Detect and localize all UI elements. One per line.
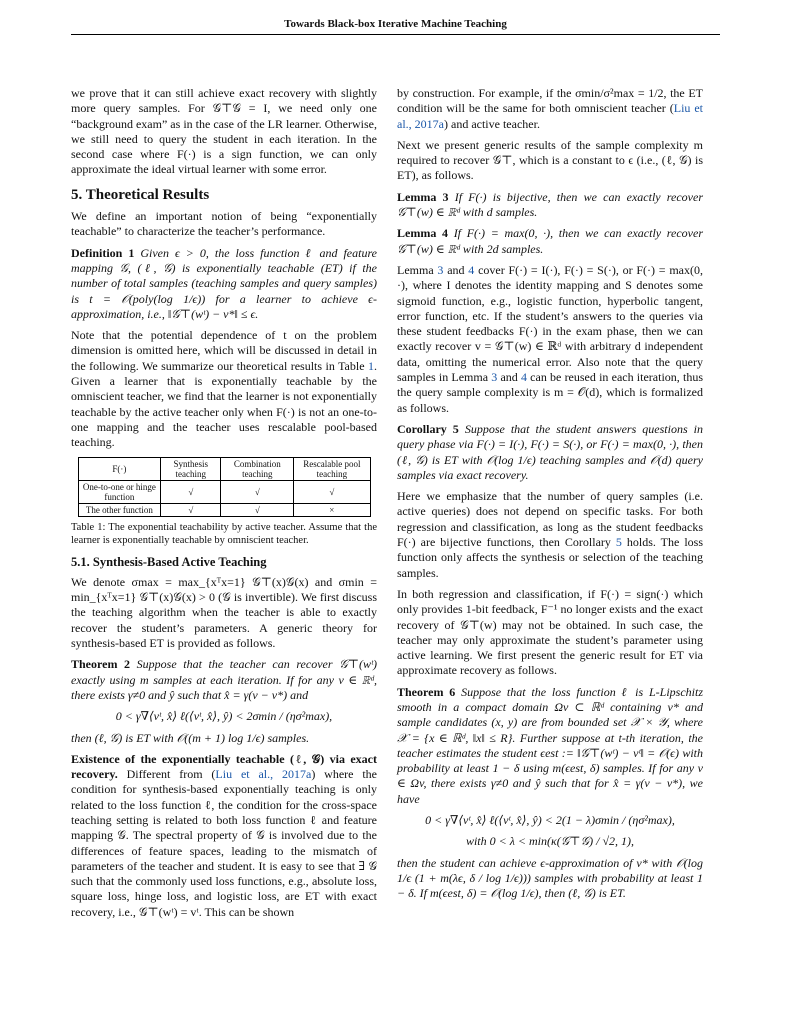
theorem-6-text: Suppose that the loss function ℓ is L-Lipschitz smooth in a compact domain Ωv ⊂ ℝᵈ containing v* and sample candidates (x, y) are from bounded set 𝒳 × 𝒴, where 𝒳 = {x ∈ ℝᵈ, ‖x‖ ≤ R}. Further suppose at t-th iteration, the teacher estimates the student ϵest := ‖𝒢⊤(wᵗ) − vᵗ‖ = 𝒪(ϵ) with probability at least 1 − δ using m(ϵest, δ) samples. If for any v ∈ Ωv, there exists γ≠0 and ŷ such that for x̂ = γ(v − v*), we have bbox=[397, 684, 704, 806]
existence-title: Existence of the exponentially teachable (ℓ, 𝒢) via exact recovery. bbox=[71, 751, 377, 782]
section-title: 5. Theoretical Results bbox=[71, 186, 210, 203]
intro-paragraph: we prove that it can still achieve exact recovery with slightly more query samples. For 𝒢⊤𝒢 = I, we need only one “background exam” as in the case of the LR learner. Otherwise, we still need to query the student in each iteration. In the second case where F(·) is a sign function, we can only approximate the ideal virtual learner with some error. bbox=[71, 86, 377, 177]
lemma-4-label: Lemma 4 bbox=[397, 226, 448, 241]
table-cell: One-to-one or hinge function bbox=[78, 480, 161, 503]
lemma-3-ref-link[interactable]: 3 bbox=[491, 370, 498, 385]
emphasis-text-a: Here we emphasize that the number of query samples (i.e. active queries) does not depend on specific tasks. For both regression and classification, as long as the student feedbacks F(·) are bijective functions, then Corollary bbox=[397, 489, 703, 550]
table-cell: √ bbox=[294, 480, 370, 503]
theorem-6-conclusion-text: then the student can achieve ϵ-approximation of v* with 𝒪(log 1/ϵ (1 + m(λϵ, δ / log 1/ϵ))) samples with probability at least 1 − δ. If m(ϵest, δ) = 𝒪(log 1/ϵ), then (ℓ, 𝒢) is ET. bbox=[397, 855, 703, 901]
table-cell: × bbox=[294, 503, 370, 516]
table-cell: √ bbox=[161, 480, 221, 503]
table-1-ref-link[interactable]: 1 bbox=[368, 358, 374, 373]
definition-1-label: Definition 1 bbox=[71, 245, 135, 260]
running-header: Towards Black-box Iterative Machine Teaching bbox=[71, 18, 720, 35]
lemma-4 bbox=[397, 226, 703, 257]
lemma-3-ref-link[interactable]: 3 bbox=[437, 262, 444, 277]
lemma-text-b: and bbox=[443, 262, 469, 277]
note-text-a: Note that the potential dependence of t on the problem dimension is omitted here, which will be discussed in detail in the following. We summarize our theoretical results in Table bbox=[71, 328, 377, 373]
lemma-text-c: cover F(·) = I(·), F(·) = S(·), or F(·) = max(0, ·), where I denotes the identity mapping and S denotes some sigmoid function, e.g., logistic function, hyperbolic tangent, error function, etc. If the student’s answers to the queries via these student feedbacks F(·) in the exam phase, then we can exactly recover v = 𝒢⊤(w) ∈ ℝᵈ with arbitrary d independent data, omitting the numerical error. Also note that the query samples in Lemma bbox=[397, 262, 703, 385]
note-text-b: . Given a learner that is exponentially teachable by the omniscient teacher, we find that the learner is not exponentially teachable by the active teacher only when F(·) is not an one-to-one mapping and the teacher uses rescalable pool-based teaching. bbox=[71, 358, 377, 450]
theorem-2-label: Theorem 2 bbox=[71, 657, 131, 672]
table-1 bbox=[78, 457, 371, 517]
emphasis-text-b: holds. The loss function only affects the synthesis or selection of the teaching samples. bbox=[397, 535, 704, 580]
section-intro: We define an important notion of being “exponentially teachable” to characterize the teacher’s performance. bbox=[71, 209, 377, 239]
subsection-paragraph: We denote σmax = max_{xᵀx=1} 𝒢⊤(x)𝒢(x) and σmin = min_{xᵀx=1} 𝒢⊤(x)𝒢(x) > 0 (𝒢 is invertible). We first discuss the teaching algorithm when the teacher is able to exactly recover the student’s parameters. A generic theory for synthesis-based ET is provided as follows. bbox=[71, 574, 377, 651]
citation-link[interactable]: Liu et al., 2017a bbox=[397, 101, 703, 131]
table-header: Synthesis teaching bbox=[161, 457, 221, 480]
table-header-row bbox=[78, 457, 370, 480]
theorem-2 bbox=[71, 657, 377, 703]
subsection-title: 5.1. Synthesis-Based Active Teaching bbox=[71, 554, 267, 569]
definition-1 bbox=[71, 246, 377, 322]
table-cell: The other function bbox=[78, 503, 161, 516]
lemma-4-text: If F(·) = max(0, ·), then we can exactly recover 𝒢⊤(w) ∈ ℝᵈ with 2d samples. bbox=[397, 226, 703, 256]
lemma-4-ref-link[interactable]: 4 bbox=[520, 370, 527, 385]
existence-paragraph bbox=[71, 752, 377, 920]
theorem-2-conclusion bbox=[71, 731, 377, 746]
corollary-5-label: Corollary 5 bbox=[397, 421, 459, 436]
theorem-6-conclusion bbox=[397, 856, 703, 902]
note-paragraph bbox=[71, 328, 377, 450]
table-header: F(·) bbox=[78, 457, 161, 480]
theorem-6-equation: 0 < γ∇⟨vᵗ, x̂⟩ ℓ(⟨vᵗ, x̂⟩, ŷ) < 2(1 − λ)σmin / (ησ²max), bbox=[425, 813, 675, 828]
construction-paragraph bbox=[397, 86, 703, 132]
corollary-5 bbox=[397, 422, 703, 483]
lemma-text-a: Lemma bbox=[397, 262, 438, 277]
table-cell: √ bbox=[221, 480, 294, 503]
lemma-text-d: and bbox=[497, 370, 521, 385]
sample-complexity-paragraph: Next we present generic results of the sample complexity m required to recover 𝒢⊤, which is a constant to ϵ (i.e., (ℓ, 𝒢) is ET), as follows. bbox=[397, 137, 703, 183]
theorem-6 bbox=[397, 685, 703, 807]
construction-text-b: ) and active teacher. bbox=[444, 116, 540, 131]
sign-function-paragraph: In both regression and classification, if F(·) = sign(·) which only provides 1-bit feedback, F⁻¹ no longer exists and the exact recovery of 𝒢⊤(w) may not be obtained. In such case, the teacher may only approximate the student’s parameter using active learning. We first present the generic result for ET via approximate recovery as follows. bbox=[397, 586, 703, 678]
emphasis-paragraph bbox=[397, 489, 703, 581]
right-column bbox=[397, 86, 703, 908]
definition-1-text: Given ϵ > 0, the loss function ℓ and feature mapping 𝒢, (ℓ, 𝒢) is exponentially teachable (ET) if the number of total samples (teaching samples and query samples) is t = 𝒪(poly(log 1/ϵ)) for a learner to achieve ϵ-approximation, i.e., ‖𝒢⊤(wᵗ) − v*‖ ≤ ϵ. bbox=[71, 245, 377, 321]
theorem-6-condition: with 0 < λ < min(κ(𝒢⊤𝒢) / √2, 1), bbox=[465, 834, 635, 849]
lemma-discussion-paragraph bbox=[397, 263, 703, 416]
lemma-3 bbox=[397, 190, 703, 221]
lemma-3-label: Lemma 3 bbox=[397, 189, 449, 204]
corollary-5-text: Suppose that the student answers questions in query phase via F(·) = I(·), F(·) = S(·), or F(·) = max(0, ·), then (ℓ, 𝒢) is ET with 𝒪(log 1/ϵ) teaching samples and 𝒪(d) query samples via exact recovery. bbox=[397, 421, 703, 482]
lemma-3-text: If F(·) is bijective, then we can exactly recover 𝒢⊤(w) ∈ ℝᵈ with d samples. bbox=[397, 189, 703, 220]
theorem-2-conclusion-text: then (ℓ, 𝒢) is ET with 𝒪((m + 1) log 1/ϵ) samples. bbox=[71, 730, 310, 745]
citation-link[interactable]: Liu et al., 2017a bbox=[215, 767, 312, 782]
table-cell: √ bbox=[221, 503, 294, 516]
table-header: Combination teaching bbox=[221, 457, 294, 480]
left-column bbox=[71, 86, 377, 926]
table-cell: √ bbox=[161, 503, 221, 516]
lemma-text-e: can be reused in each iteration, thus the query sample complexity is m = 𝒪(d), which is formalized as follows. bbox=[397, 370, 703, 415]
theorem-2-text: Suppose that the teacher can recover 𝒢⊤(wᵗ) exactly using m samples at each iteration. If for any v ∈ ℝᵈ, there exists γ≠0 and ŷ such that x̂ = γ(v − v*) and bbox=[71, 657, 377, 702]
table-row bbox=[78, 480, 370, 503]
table-caption: Table 1: The exponential teachability by active teacher. Assume that the learner is exponentially teachable by omniscient teacher. bbox=[71, 521, 377, 546]
theorem-2-equation: 0 < γ∇⟨vᵗ, x̂⟩ ℓ(⟨vᵗ, x̂⟩, ŷ) < 2σmin / (ησ²max), bbox=[115, 709, 333, 724]
lemma-4-ref-link[interactable]: 4 bbox=[468, 262, 475, 277]
table-row bbox=[78, 503, 370, 516]
table-header: Rescalable pool teaching bbox=[294, 457, 370, 480]
theorem-6-label: Theorem 6 bbox=[397, 684, 456, 699]
existence-text-b: ) where the condition for synthesis-based exponentially teaching is only related to the loss function ℓ, the condition for the cross-space teaching setting is related to both loss function ℓ and feature mapping 𝒢. The spectral property of 𝒢 is involved due to the differences of feature spaces, leading to the mismatch of parameters of the teacher and student. It is easy to see that ∃ 𝒢 such that the commonly used loss functions, e.g., absolute loss, square loss, hinge loss, and logistic loss, are ET with exact recovery, i.e., 𝒢⊤(wᵗ) = vᵗ. This can be shown bbox=[71, 767, 377, 919]
construction-text-a: by construction. For example, if the σmin/σ²max = 1/2, the ET condition will be the same for both omniscient teacher ( bbox=[397, 86, 703, 116]
existence-text-a: Different from ( bbox=[117, 767, 216, 782]
corollary-5-ref-link[interactable]: 5 bbox=[615, 535, 622, 550]
